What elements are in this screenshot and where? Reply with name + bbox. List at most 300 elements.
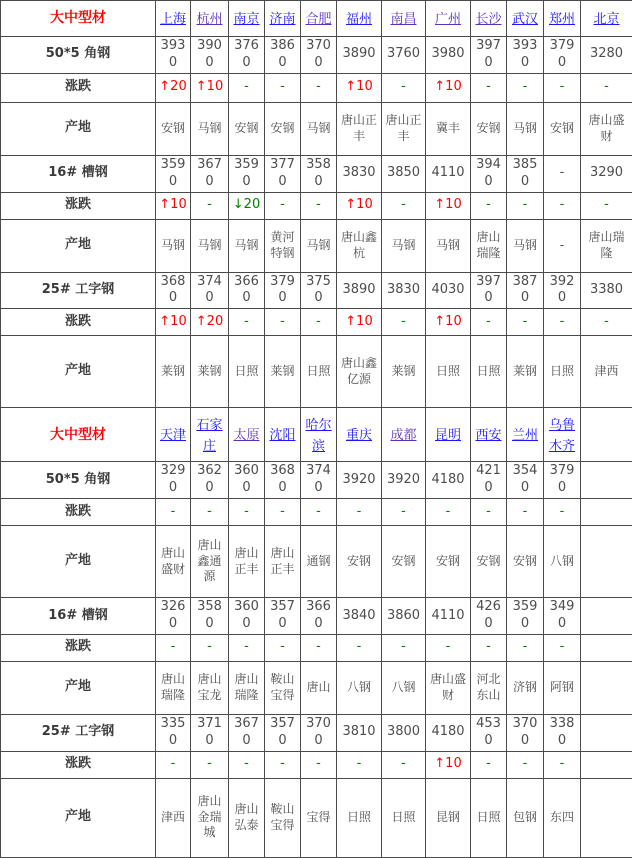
city-link[interactable]: 西安 <box>475 428 501 443</box>
price-cell: 3920 <box>544 272 581 309</box>
table-row <box>1 714 632 751</box>
origin-cell: - <box>544 219 581 272</box>
origin-cell: 唐山瑞隆 <box>229 661 265 714</box>
city-cell <box>337 1 382 37</box>
row-label: 25# 工字钢 <box>1 714 156 751</box>
origin-cell: 阿钢 <box>544 661 581 714</box>
origin-cell: 冀丰 <box>426 102 471 155</box>
table-row <box>1 1 632 37</box>
change-cell: - <box>382 499 426 526</box>
price-cell: 3660 <box>229 272 265 309</box>
price-cell: 3860 <box>265 37 301 74</box>
city-cell <box>426 408 471 462</box>
city-link[interactable]: 武汉 <box>512 12 538 27</box>
change-cell: - <box>471 634 507 661</box>
origin-cell: 唐山鑫杭 <box>337 219 382 272</box>
row-label: 产地 <box>1 219 156 272</box>
row-label: 涨跌 <box>1 751 156 778</box>
change-cell: - <box>229 499 265 526</box>
empty-cell <box>581 661 632 714</box>
price-cell: 3700 <box>301 714 337 751</box>
price-cell: 3600 <box>229 598 265 635</box>
price-cell: 3740 <box>301 462 337 499</box>
change-cell: - <box>301 634 337 661</box>
row-label: 产地 <box>1 526 156 598</box>
price-cell: 4110 <box>426 155 471 192</box>
change-cell: - <box>544 309 581 336</box>
city-cell <box>191 408 229 462</box>
price-cell: 3930 <box>507 37 544 74</box>
change-cell: - <box>382 192 426 219</box>
origin-cell: 马钢 <box>156 219 191 272</box>
city-cell <box>229 408 265 462</box>
city-cell <box>544 1 581 37</box>
origin-cell: 唐山鑫亿源 <box>337 336 382 408</box>
city-cell <box>507 408 544 462</box>
origin-cell: 唐山宝龙 <box>191 661 229 714</box>
origin-cell: 安钢 <box>426 526 471 598</box>
origin-cell: 安钢 <box>544 102 581 155</box>
change-cell: - <box>382 309 426 336</box>
change-cell: - <box>507 751 544 778</box>
origin-cell: 莱钢 <box>507 336 544 408</box>
table-row <box>1 408 632 462</box>
origin-cell: 黄河特钢 <box>265 219 301 272</box>
price-cell: 3870 <box>507 272 544 309</box>
change-cell: - <box>507 634 544 661</box>
price-cell: 3810 <box>337 714 382 751</box>
change-cell: - <box>382 634 426 661</box>
price-cell: 3900 <box>191 37 229 74</box>
price-cell: 3830 <box>382 272 426 309</box>
empty-cell <box>581 499 632 526</box>
price-cell: 4180 <box>426 462 471 499</box>
city-cell <box>301 408 337 462</box>
origin-cell: 马钢 <box>301 219 337 272</box>
change-cell: - <box>382 751 426 778</box>
change-cell: - <box>265 499 301 526</box>
change-cell: ↑10 <box>426 309 471 336</box>
price-cell: 3380 <box>544 714 581 751</box>
origin-cell: 安钢 <box>471 526 507 598</box>
change-cell: - <box>507 499 544 526</box>
origin-cell: 八钢 <box>544 526 581 598</box>
price-cell: 3710 <box>191 714 229 751</box>
price-cell: 3850 <box>382 155 426 192</box>
city-cell <box>191 1 229 37</box>
change-cell: - <box>507 73 544 102</box>
price-cell: 4260 <box>471 598 507 635</box>
table-row <box>1 102 632 155</box>
price-cell: 4530 <box>471 714 507 751</box>
change-cell: - <box>191 499 229 526</box>
row-label: 25# 工字钢 <box>1 272 156 309</box>
table-row <box>1 155 632 192</box>
origin-cell: 唐山弘泰 <box>229 778 265 857</box>
origin-cell: 安钢 <box>471 102 507 155</box>
origin-cell: 日照 <box>337 778 382 857</box>
price-cell: 3970 <box>471 37 507 74</box>
table-row <box>1 499 632 526</box>
change-cell: - <box>471 499 507 526</box>
price-cell: 3700 <box>507 714 544 751</box>
table-row <box>1 219 632 272</box>
table-row <box>1 778 632 857</box>
city-cell <box>265 1 301 37</box>
change-cell: ↑10 <box>337 309 382 336</box>
empty-cell <box>581 714 632 751</box>
origin-cell: 莱钢 <box>265 336 301 408</box>
change-cell: ↑20 <box>156 73 191 102</box>
city-cell <box>156 1 191 37</box>
origin-cell: 安钢 <box>382 526 426 598</box>
change-cell: - <box>191 751 229 778</box>
change-cell: - <box>265 192 301 219</box>
origin-cell: 马钢 <box>507 219 544 272</box>
price-cell: 4210 <box>471 462 507 499</box>
origin-cell: 马钢 <box>191 219 229 272</box>
origin-cell: 安钢 <box>265 102 301 155</box>
price-cell: 3760 <box>229 37 265 74</box>
change-cell: - <box>471 73 507 102</box>
price-cell: 3680 <box>156 272 191 309</box>
change-cell: ↑10 <box>426 751 471 778</box>
origin-cell: 八钢 <box>337 661 382 714</box>
price-cell: 3920 <box>337 462 382 499</box>
table-row <box>1 73 632 102</box>
price-cell: 3600 <box>229 462 265 499</box>
change-cell: - <box>507 309 544 336</box>
price-cell: 3590 <box>507 598 544 635</box>
empty-cell <box>581 778 632 857</box>
origin-cell: 昆钢 <box>426 778 471 857</box>
origin-cell: 津西 <box>156 778 191 857</box>
row-label: 涨跌 <box>1 309 156 336</box>
change-cell: ↑10 <box>426 73 471 102</box>
city-link[interactable]: 兰州 <box>512 428 538 443</box>
origin-cell: 马钢 <box>301 102 337 155</box>
city-cell <box>471 1 507 37</box>
change-cell: - <box>581 309 632 336</box>
city-link[interactable]: 南昌 <box>390 12 416 27</box>
change-cell: - <box>544 751 581 778</box>
change-cell: - <box>544 73 581 102</box>
table-row <box>1 661 632 714</box>
origin-cell: 安钢 <box>507 526 544 598</box>
change-cell: - <box>301 309 337 336</box>
price-cell: 3350 <box>156 714 191 751</box>
change-cell: ↑10 <box>337 73 382 102</box>
price-cell: 3380 <box>581 272 632 309</box>
change-cell: ↓20 <box>229 192 265 219</box>
empty-cell <box>581 408 632 462</box>
origin-cell: 唐山 <box>301 661 337 714</box>
table-row <box>1 751 632 778</box>
city-cell <box>581 1 632 37</box>
origin-cell: 唐山正丰 <box>265 526 301 598</box>
price-cell: 3970 <box>471 272 507 309</box>
price-cell: 4030 <box>426 272 471 309</box>
price-cell: 3770 <box>265 155 301 192</box>
city-link[interactable]: 石家庄 <box>196 418 222 454</box>
city-link[interactable]: 太原 <box>233 428 259 443</box>
change-cell: - <box>191 634 229 661</box>
change-cell: - <box>191 192 229 219</box>
change-cell: - <box>229 751 265 778</box>
city-cell <box>544 408 581 462</box>
city-link[interactable]: 成都 <box>390 428 416 443</box>
origin-cell: 唐山盛财 <box>426 661 471 714</box>
change-cell: ↑10 <box>191 73 229 102</box>
origin-cell: 唐山瑞隆 <box>471 219 507 272</box>
row-label: 16# 槽钢 <box>1 598 156 635</box>
table-row <box>1 526 632 598</box>
change-cell: - <box>265 73 301 102</box>
price-cell: 3800 <box>382 714 426 751</box>
city-link[interactable]: 天津 <box>160 428 186 443</box>
origin-cell: 马钢 <box>229 219 265 272</box>
change-cell: - <box>229 309 265 336</box>
table-body <box>1 1 632 858</box>
price-cell: 3980 <box>426 37 471 74</box>
change-cell: - <box>301 192 337 219</box>
origin-cell: 唐山金瑞城 <box>191 778 229 857</box>
change-cell: - <box>471 192 507 219</box>
change-cell: - <box>156 499 191 526</box>
change-cell: ↑10 <box>156 309 191 336</box>
price-cell: 3760 <box>382 37 426 74</box>
row-label: 产地 <box>1 102 156 155</box>
price-cell: 3540 <box>507 462 544 499</box>
change-cell: - <box>301 73 337 102</box>
origin-cell: 鞍山宝得 <box>265 661 301 714</box>
price-cell: 3280 <box>581 37 632 74</box>
row-label: 产地 <box>1 778 156 857</box>
price-cell: 3920 <box>382 462 426 499</box>
row-label: 涨跌 <box>1 73 156 102</box>
origin-cell: 安钢 <box>156 102 191 155</box>
origin-cell: 马钢 <box>426 219 471 272</box>
empty-cell <box>581 526 632 598</box>
origin-cell: 莱钢 <box>382 336 426 408</box>
origin-cell: 日照 <box>382 778 426 857</box>
change-cell: - <box>265 309 301 336</box>
change-cell: - <box>382 73 426 102</box>
change-cell: ↑10 <box>156 192 191 219</box>
change-cell: - <box>156 634 191 661</box>
origin-cell: 唐山盛财 <box>156 526 191 598</box>
price-cell: 3930 <box>156 37 191 74</box>
city-cell <box>229 1 265 37</box>
row-label: 50*5 角钢 <box>1 462 156 499</box>
city-link[interactable]: 合肥 <box>305 12 331 27</box>
origin-cell: 津西 <box>581 336 632 408</box>
origin-cell: 马钢 <box>507 102 544 155</box>
city-cell <box>382 1 426 37</box>
city-link[interactable]: 北京 <box>593 12 619 27</box>
change-cell: - <box>426 634 471 661</box>
table-row <box>1 272 632 309</box>
city-link[interactable]: 杭州 <box>196 12 222 27</box>
city-link[interactable]: 沈阳 <box>269 428 295 443</box>
origin-cell: 河北东山 <box>471 661 507 714</box>
change-cell: - <box>156 751 191 778</box>
city-link[interactable]: 济南 <box>269 12 295 27</box>
origin-cell: 济钢 <box>507 661 544 714</box>
change-cell: ↑10 <box>426 192 471 219</box>
price-cell: 3830 <box>337 155 382 192</box>
price-cell: 3570 <box>265 714 301 751</box>
change-cell: - <box>229 73 265 102</box>
price-cell: 3940 <box>471 155 507 192</box>
origin-cell: 东四 <box>544 778 581 857</box>
row-label: 50*5 角钢 <box>1 37 156 74</box>
origin-cell: 唐山正丰 <box>229 526 265 598</box>
city-cell <box>426 1 471 37</box>
table-row <box>1 37 632 74</box>
price-cell: 3890 <box>337 272 382 309</box>
origin-cell: 日照 <box>426 336 471 408</box>
change-cell: - <box>471 751 507 778</box>
table-row <box>1 598 632 635</box>
origin-cell: 唐山瑞隆 <box>156 661 191 714</box>
origin-cell: 马钢 <box>382 219 426 272</box>
origin-cell: 日照 <box>229 336 265 408</box>
section-title: 大中型材 <box>1 408 156 462</box>
change-cell: - <box>507 192 544 219</box>
city-link[interactable]: 郑州 <box>549 12 575 27</box>
origin-cell: 通钢 <box>301 526 337 598</box>
origin-cell: 包钢 <box>507 778 544 857</box>
city-cell <box>507 1 544 37</box>
city-link[interactable]: 昆明 <box>435 428 461 443</box>
price-cell: 3890 <box>337 37 382 74</box>
origin-cell: 安钢 <box>337 526 382 598</box>
price-cell: 3580 <box>191 598 229 635</box>
origin-cell: 唐山瑞隆 <box>581 219 632 272</box>
row-label: 产地 <box>1 336 156 408</box>
change-cell: - <box>265 751 301 778</box>
price-cell: 3860 <box>382 598 426 635</box>
change-cell: ↑20 <box>191 309 229 336</box>
table-row <box>1 336 632 408</box>
price-cell: 3790 <box>265 272 301 309</box>
row-label: 涨跌 <box>1 634 156 661</box>
price-cell: 3840 <box>337 598 382 635</box>
row-label: 涨跌 <box>1 499 156 526</box>
row-label: 涨跌 <box>1 192 156 219</box>
change-cell: - <box>544 499 581 526</box>
city-link[interactable]: 长沙 <box>475 12 501 27</box>
change-cell: - <box>265 634 301 661</box>
price-cell: 4110 <box>426 598 471 635</box>
origin-cell: 唐山正丰 <box>382 102 426 155</box>
city-link[interactable]: 哈尔滨 <box>305 418 331 454</box>
origin-cell: 莱钢 <box>156 336 191 408</box>
change-cell: - <box>581 73 632 102</box>
price-cell: 3850 <box>507 155 544 192</box>
empty-cell <box>581 598 632 635</box>
price-cell: 3790 <box>544 462 581 499</box>
origin-cell: 日照 <box>544 336 581 408</box>
price-cell: 4180 <box>426 714 471 751</box>
price-cell: 3700 <box>301 37 337 74</box>
table-row <box>1 309 632 336</box>
origin-cell: 安钢 <box>229 102 265 155</box>
price-cell: 3290 <box>156 462 191 499</box>
city-cell <box>265 408 301 462</box>
price-cell: 3750 <box>301 272 337 309</box>
change-cell: - <box>544 634 581 661</box>
price-cell: - <box>544 155 581 192</box>
price-cell: 3670 <box>191 155 229 192</box>
price-cell: 3590 <box>156 155 191 192</box>
change-cell: - <box>229 634 265 661</box>
change-cell: - <box>544 192 581 219</box>
price-cell: 3670 <box>229 714 265 751</box>
origin-cell: 日照 <box>301 336 337 408</box>
price-cell: 3570 <box>265 598 301 635</box>
price-cell: 3290 <box>581 155 632 192</box>
city-cell <box>382 408 426 462</box>
origin-cell: 八钢 <box>382 661 426 714</box>
city-link[interactable]: 南京 <box>233 12 259 27</box>
city-cell <box>156 408 191 462</box>
price-cell: 3660 <box>301 598 337 635</box>
origin-cell: 唐山正丰 <box>337 102 382 155</box>
city-cell <box>337 408 382 462</box>
change-cell: ↑10 <box>337 192 382 219</box>
row-label: 16# 槽钢 <box>1 155 156 192</box>
price-cell: 3490 <box>544 598 581 635</box>
origin-cell: 唐山盛财 <box>581 102 632 155</box>
price-cell: 3620 <box>191 462 229 499</box>
change-cell: - <box>301 499 337 526</box>
city-link[interactable]: 广州 <box>435 12 461 27</box>
change-cell: - <box>337 499 382 526</box>
price-cell: 3790 <box>544 37 581 74</box>
price-cell: 3590 <box>229 155 265 192</box>
origin-cell: 莱钢 <box>191 336 229 408</box>
city-link[interactable]: 重庆 <box>346 428 372 443</box>
change-cell: - <box>337 634 382 661</box>
city-link[interactable]: 乌鲁木齐 <box>549 418 575 454</box>
city-link[interactable]: 上海 <box>160 12 186 27</box>
origin-cell: 唐山鑫通源 <box>191 526 229 598</box>
row-label: 产地 <box>1 661 156 714</box>
empty-cell <box>581 462 632 499</box>
change-cell: - <box>337 751 382 778</box>
table-row <box>1 634 632 661</box>
table-row <box>1 462 632 499</box>
empty-cell <box>581 751 632 778</box>
city-link[interactable]: 福州 <box>346 12 372 27</box>
section-title: 大中型材 <box>1 1 156 37</box>
change-cell: - <box>581 192 632 219</box>
change-cell: - <box>426 499 471 526</box>
origin-cell: 马钢 <box>191 102 229 155</box>
empty-cell <box>581 634 632 661</box>
price-cell: 3680 <box>265 462 301 499</box>
price-cell: 3260 <box>156 598 191 635</box>
change-cell: - <box>301 751 337 778</box>
price-cell: 3580 <box>301 155 337 192</box>
city-cell <box>471 408 507 462</box>
origin-cell: 日照 <box>471 778 507 857</box>
origin-cell: 宝得 <box>301 778 337 857</box>
price-cell: 3740 <box>191 272 229 309</box>
change-cell: - <box>471 309 507 336</box>
